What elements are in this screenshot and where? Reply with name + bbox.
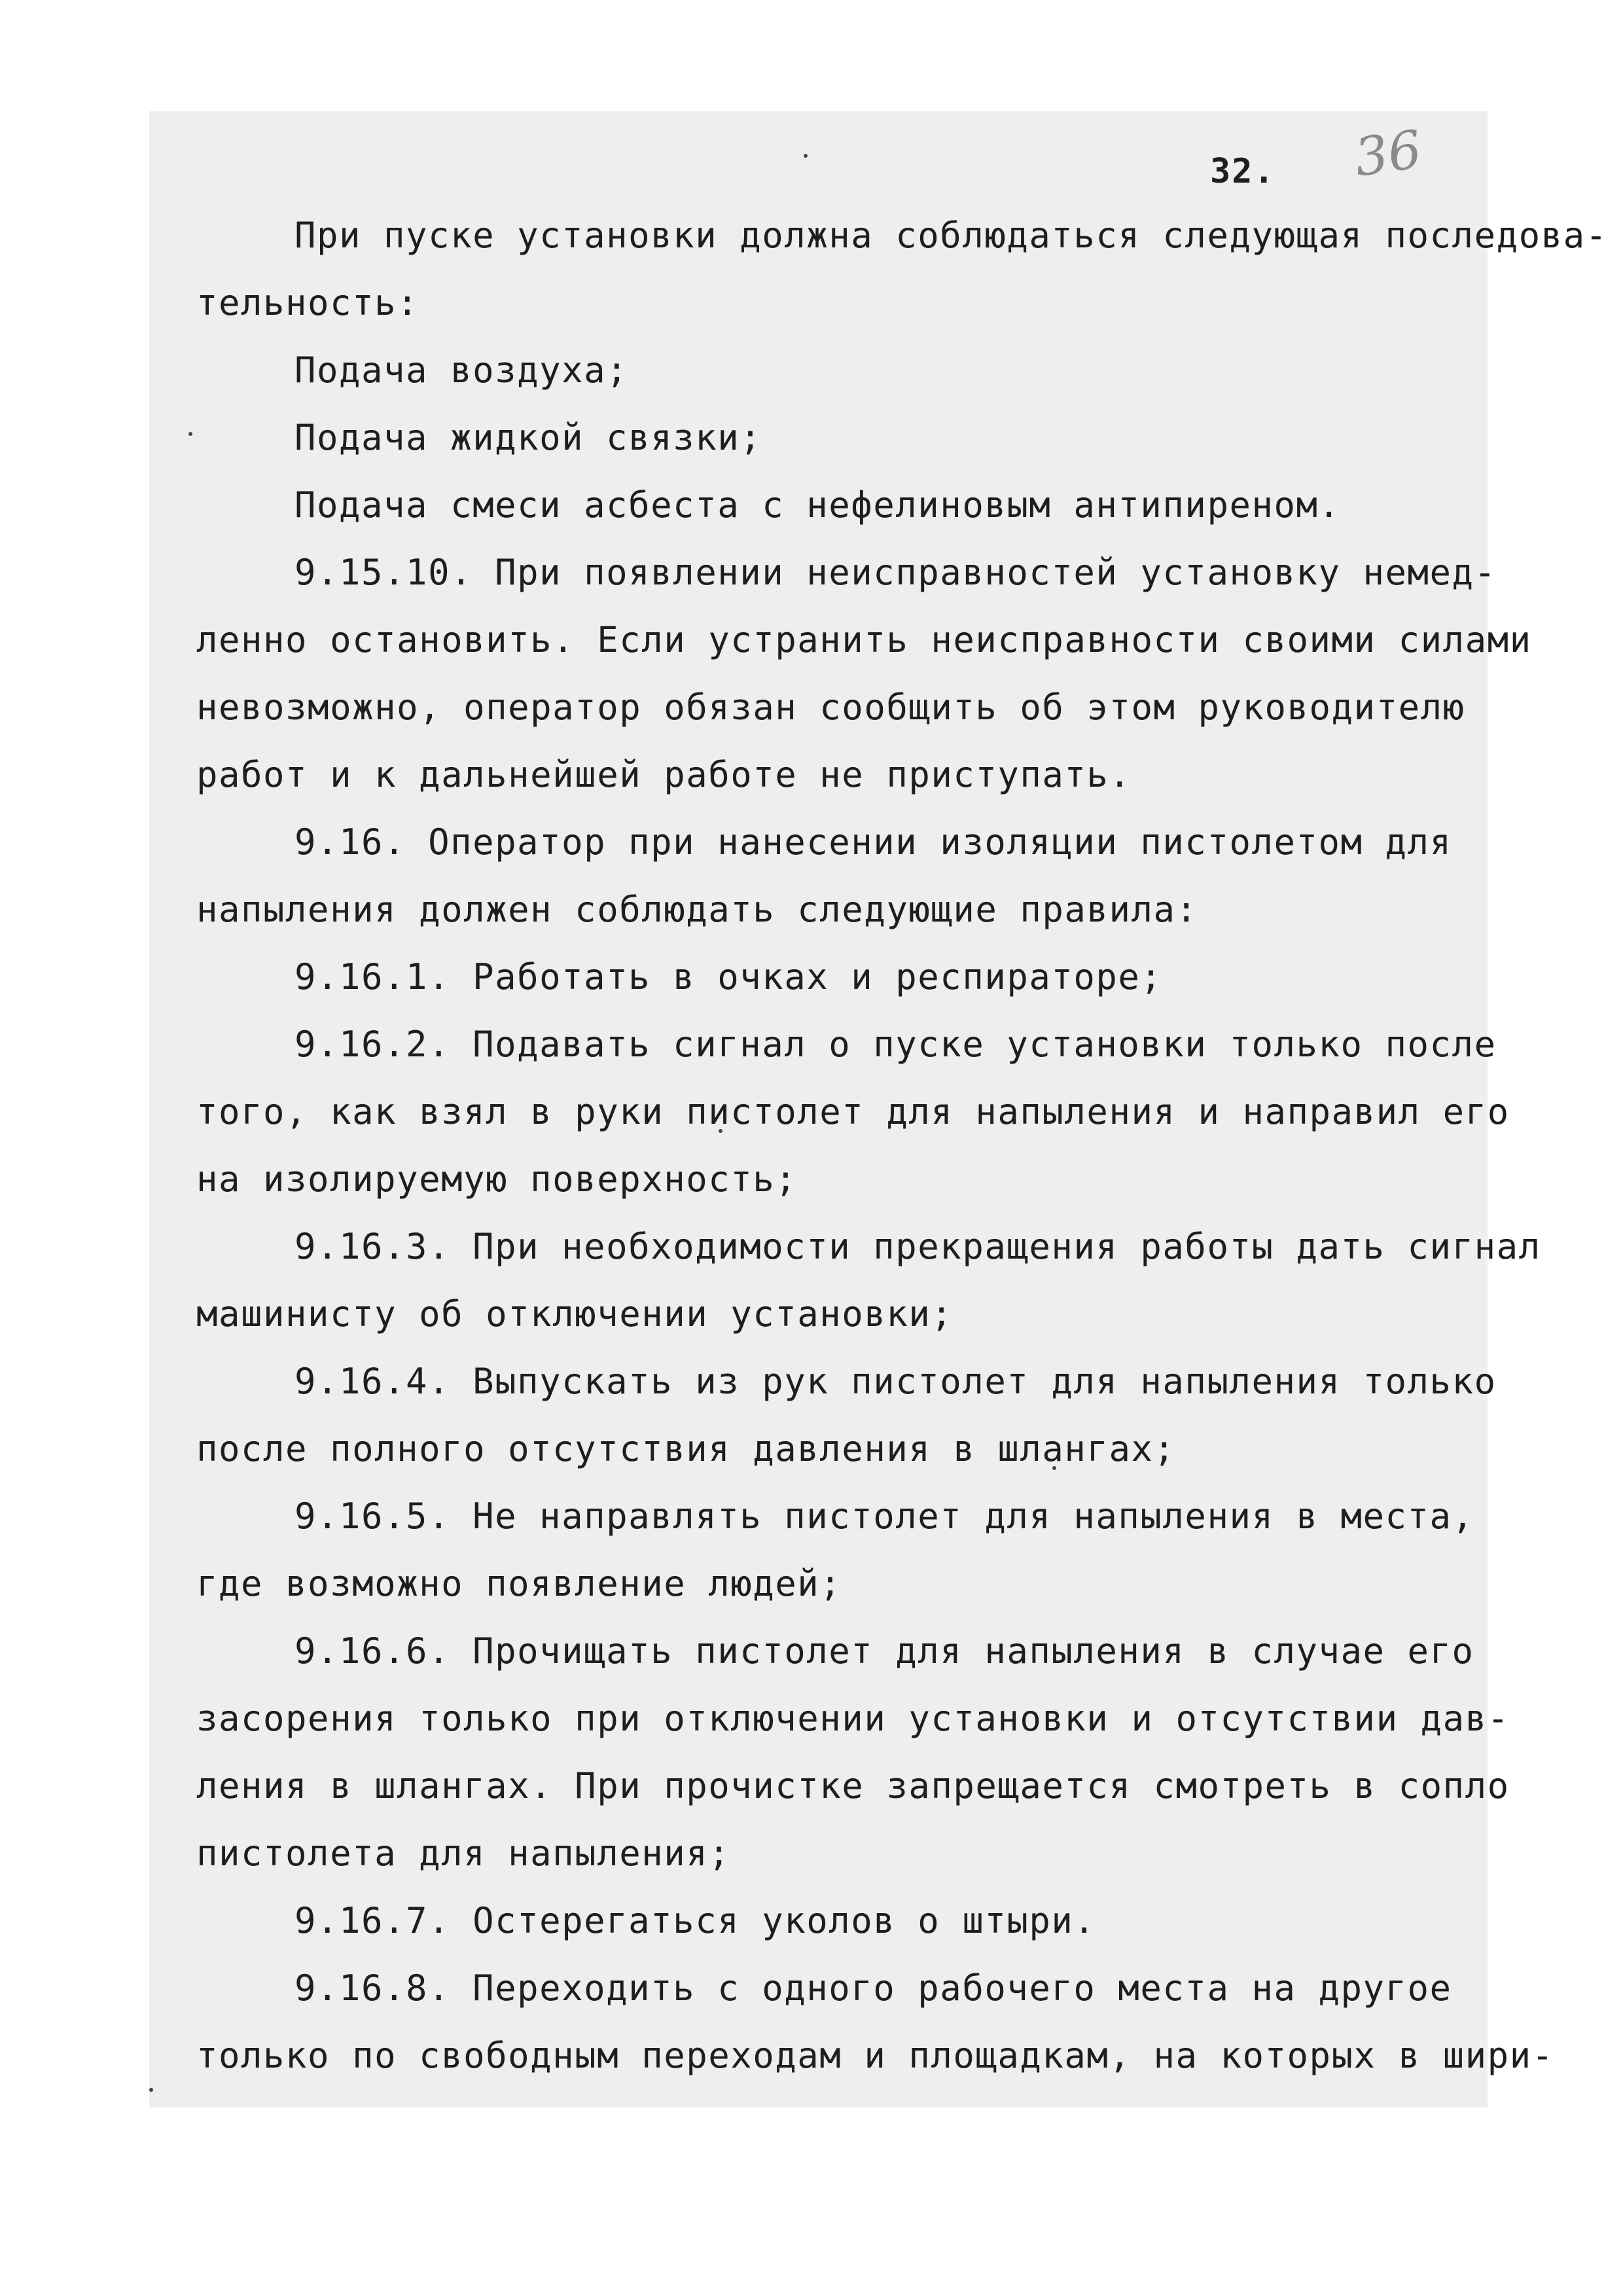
text-line: 9.16. Оператор при нанесении изоляции пистолетом для: [294, 821, 1452, 863]
text-line: Подача воздуха;: [294, 350, 629, 391]
text-line: только по свободным переходам и площадкам, на которых в шири-: [196, 2035, 1554, 2076]
text-line: 9.16.6. Прочищать пистолет для напыления в случае его: [294, 1630, 1474, 1672]
text-line: пистолета для напыления;: [196, 1833, 731, 1874]
text-line: Подача жидкой связки;: [294, 417, 762, 458]
text-line: 9.16.3. При необходимости прекращения работы дать сигнал: [294, 1226, 1541, 1267]
text-line: 9.16.4. Выпускать из рук пистолет для напыления только: [294, 1361, 1497, 1402]
text-line: 9.16.5. Не направлять пистолет для напыления в места,: [294, 1496, 1474, 1537]
text-line: 9.16.2. Подавать сигнал о пуске установки только после: [294, 1024, 1497, 1065]
text-line: 9.16.8. Переходить с одного рабочего места на другое: [294, 1967, 1452, 2009]
text-line: работ и к дальнейшей работе не приступать.: [196, 754, 1132, 795]
text-line: невозможно, оператор обязан сообщить об этом руководителю: [196, 687, 1465, 728]
text-line: того, как взял в руки пистолет для напыления и направил его: [196, 1091, 1510, 1132]
text-line: на изолируемую поверхность;: [196, 1158, 798, 1200]
text-line: засорения только при отключении установки и отсутствии дав-: [196, 1698, 1510, 1739]
text-line: машинисту об отключении установки;: [196, 1293, 954, 1335]
text-line: после полного отсутствия давления в шлангах;: [196, 1428, 1176, 1469]
text-line: ления в шлангах. При прочистке запрещается смотреть в сопло: [196, 1765, 1510, 1806]
text-line: 9.16.7. Остерегаться уколов о штыри.: [294, 1900, 1096, 1941]
text-line: 9.15.10. При появлении неисправностей установку немед-: [294, 552, 1497, 593]
archive-number: 36: [1351, 118, 1425, 188]
text-line: Подача смеси асбеста с нефелиновым антипиреном.: [294, 484, 1341, 526]
text-line: ленно остановить. Если устранить неисправности своими силами: [196, 619, 1532, 660]
text-line: тельность:: [196, 282, 419, 323]
page-number: 32.: [1210, 152, 1275, 191]
text-line: где возможно появление людей;: [196, 1563, 842, 1604]
text-line: 9.16.1. Работать в очках и респираторе;: [294, 956, 1163, 997]
text-line: напыления должен соблюдать следующие правила:: [196, 889, 1198, 930]
text-line: При пуске установки должна соблюдаться следующая последова-: [294, 215, 1608, 256]
